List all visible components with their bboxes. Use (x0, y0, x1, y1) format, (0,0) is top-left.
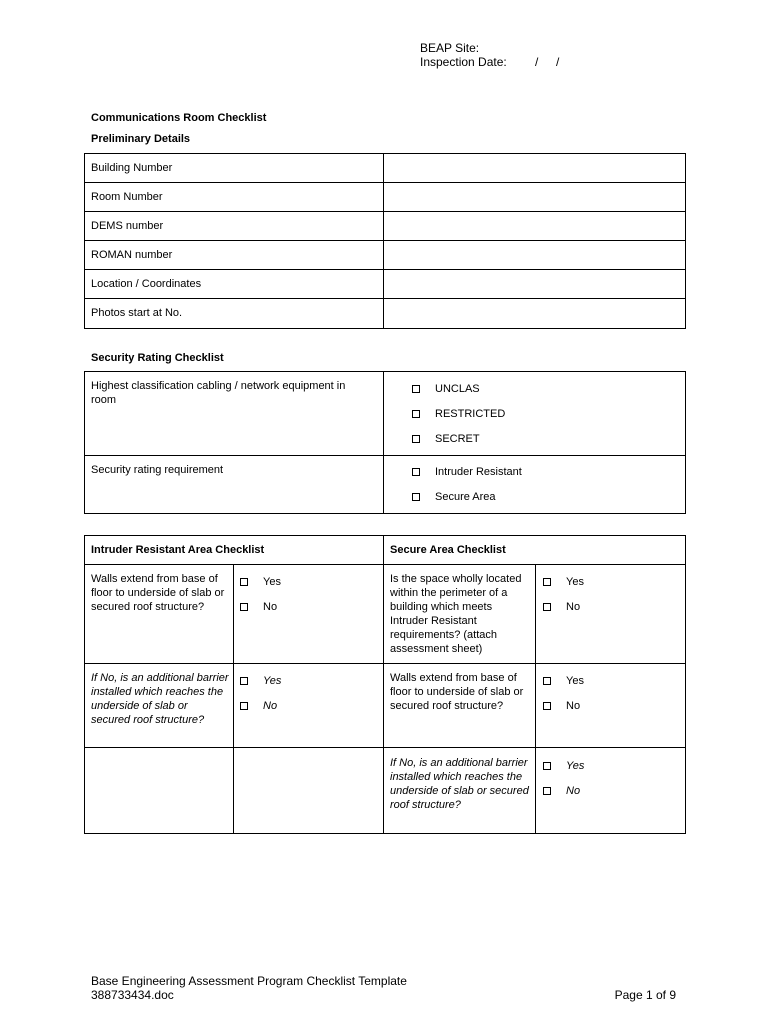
right-perimeter-question: Is the space wholly located within the perimeter of a building which meets Intruder Resistant requirements? (attach assessment sheet) (390, 573, 522, 655)
checkbox-icon (240, 702, 248, 710)
dems-number-label: DEMS number (91, 220, 164, 232)
location-coordinates-field[interactable] (385, 271, 684, 297)
inspection-date-label: Inspection Date: (420, 55, 507, 69)
secure-area-option[interactable]: Secure Area (412, 490, 496, 504)
footer-template-title: Base Engineering Assessment Program Checklist Template (91, 974, 407, 988)
security-requirement-label: Security rating requirement (91, 464, 224, 476)
left-walls-yes[interactable]: Yes (240, 575, 281, 589)
footer-page-number: Page 1 of 9 (614, 988, 676, 1002)
right-walls-no[interactable]: No (543, 699, 580, 713)
checkbox-icon (543, 578, 551, 586)
room-number-field[interactable] (385, 184, 684, 210)
checkbox-icon (543, 787, 551, 795)
secret-option[interactable]: SECRET (412, 432, 480, 446)
checkbox-icon (412, 435, 420, 443)
security-heading: Security Rating Checklist (91, 352, 224, 364)
checkbox-icon (543, 603, 551, 611)
intruder-resistant-option[interactable]: Intruder Resistant (412, 465, 522, 479)
checkbox-icon (240, 677, 248, 685)
restricted-option[interactable]: RESTRICTED (412, 407, 505, 421)
checkbox-icon (240, 603, 248, 611)
secure-area-heading: Secure Area Checklist (390, 544, 506, 556)
classification-label: Highest classification cabling / network equipment in room (91, 380, 346, 406)
right-perimeter-no[interactable]: No (543, 600, 580, 614)
checkbox-icon (412, 410, 420, 418)
checkbox-icon (412, 385, 420, 393)
left-walls-no[interactable]: No (240, 600, 277, 614)
left-barrier-no[interactable]: No (240, 699, 277, 713)
building-number-label: Building Number (91, 162, 173, 174)
photos-start-label: Photos start at No. (91, 307, 183, 319)
right-perimeter-yes[interactable]: Yes (543, 575, 584, 589)
preliminary-heading: Preliminary Details (91, 133, 191, 145)
right-walls-yes[interactable]: Yes (543, 674, 584, 688)
dems-number-field[interactable] (385, 213, 684, 239)
document-title: Communications Room Checklist (91, 112, 267, 124)
left-barrier-yes[interactable]: Yes (240, 674, 281, 688)
location-coordinates-label: Location / Coordinates (91, 278, 202, 290)
roman-number-field[interactable] (385, 242, 684, 268)
checkbox-icon (240, 578, 248, 586)
right-walls-question: Walls extend from base of floor to underside of slab or secured roof structure? (390, 672, 524, 712)
intruder-resistant-heading: Intruder Resistant Area Checklist (91, 544, 265, 556)
checkbox-icon (543, 762, 551, 770)
checkbox-icon (412, 468, 420, 476)
roman-number-label: ROMAN number (91, 249, 173, 261)
photos-start-field[interactable] (385, 300, 684, 327)
beap-site-label: BEAP Site: (420, 41, 480, 55)
checkbox-icon (412, 493, 420, 501)
room-number-label: Room Number (91, 191, 163, 203)
right-barrier-question: If No, is an additional barrier installed which reaches the underside of slab or secured roof structure? (390, 757, 529, 811)
right-barrier-yes[interactable]: Yes (543, 759, 584, 773)
unclas-option[interactable]: UNCLAS (412, 382, 480, 396)
date-separator: / (556, 55, 560, 69)
left-barrier-question: If No, is an additional barrier installed which reaches the underside of slab or secured roof structure? (91, 672, 229, 726)
building-number-field[interactable] (385, 155, 684, 181)
checkbox-icon (543, 702, 551, 710)
checkbox-icon (543, 677, 551, 685)
left-walls-question: Walls extend from base of floor to underside of slab or secured roof structure? (91, 573, 225, 613)
date-separator: / (535, 55, 539, 69)
right-barrier-no[interactable]: No (543, 784, 580, 798)
footer-doc-name: 388733434.doc (91, 988, 174, 1002)
